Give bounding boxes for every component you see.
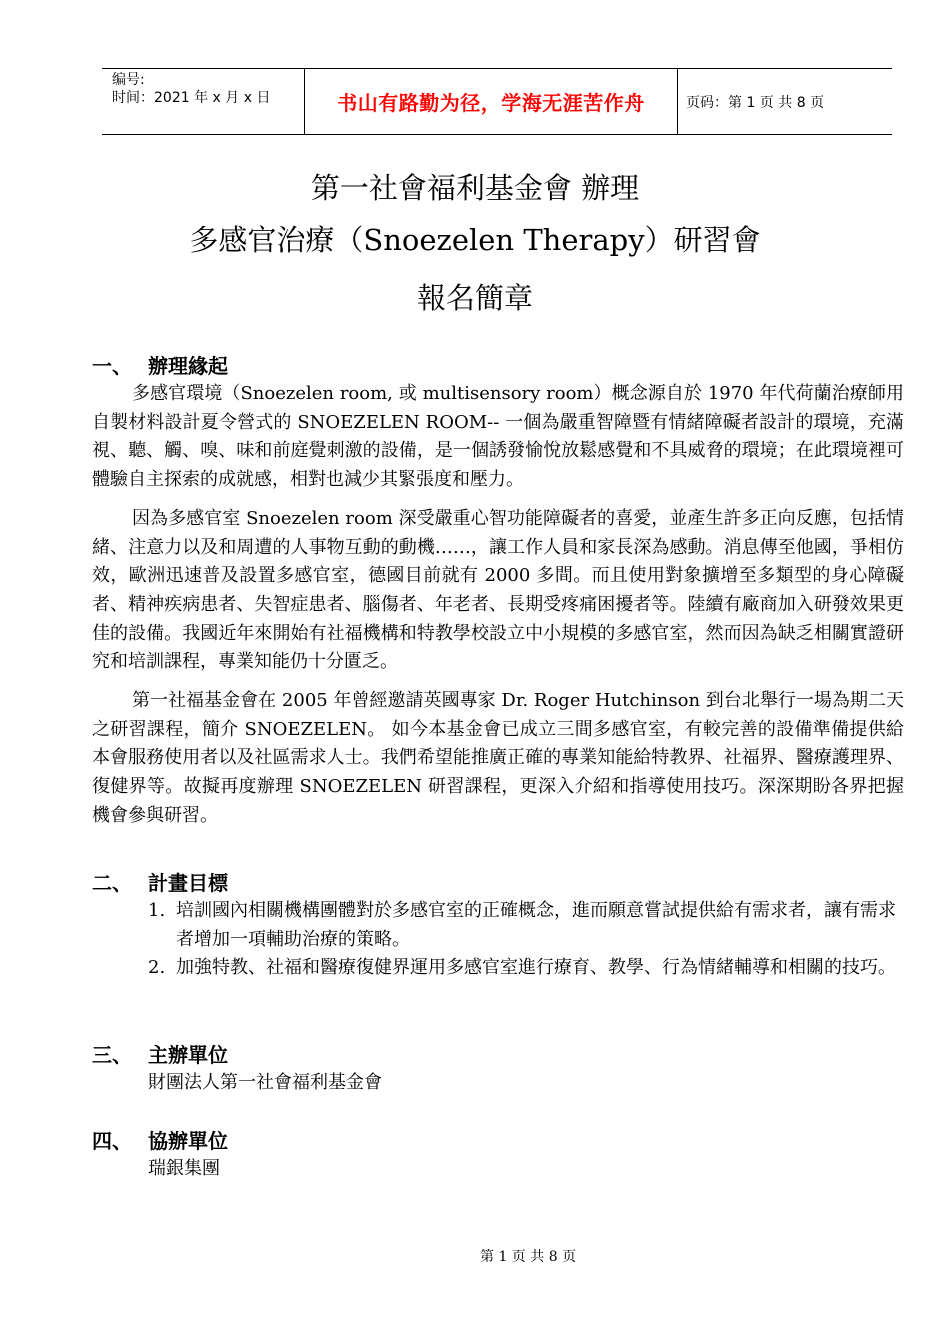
section-3-number: 三、 bbox=[92, 1043, 132, 1067]
number-label: 编号: bbox=[112, 72, 145, 88]
title-line-2: 多感官治療（Snoezelen Therapy）研習會 bbox=[189, 223, 761, 257]
section-2-number: 二、 bbox=[92, 871, 132, 895]
section-4-title: 協辦單位 bbox=[148, 1129, 228, 1153]
time-label: 时间：2021 年 x 月 x 日 bbox=[112, 90, 271, 106]
title-line-3: 報名簡章 bbox=[416, 281, 533, 315]
section-1-paragraph-1: 多感官環境（Snoezelen room, 或 multisensory room）概念源自於 1970 年代荷蘭治療師用自製材料設計夏令營式的 SNOEZELEN ROOM-- 一個為嚴重智障暨有情緒障礙者設計的環境，充滿視、聽、觸、嗅、味和前庭覺刺激的設備，是一個誘發愉悅放鬆感覺和不具威脅的環境；在此環境裡可體驗自主探索的成就感，相對也減少其緊張度和壓力。 bbox=[92, 383, 904, 491]
section-4-number: 四、 bbox=[92, 1129, 132, 1153]
document-header bbox=[102, 68, 892, 135]
section-1-paragraph-2: 因為多感官室 Snoezelen room 深受嚴重心智功能障礙者的喜愛，並產生許多正向反應，包括情緒、注意力以及和周遭的人事物互動的動機……，讓工作人員和家長深為感動。消息傳至他國，爭相仿效，歐洲迅速普及設置多感官室，德國目前就有 2000 多間。而且使用對象擴增至多類型的身心障礙者、精神疾病患者、失智症患者、腦傷者、年老者、長期受疼痛困擾者等。陸續有廠商加入研發效果更佳的設備。我國近年來開始有社福機構和特教學校設立中小規模的多感官室，然而因為缺乏相關實證研究和培訓課程，專業知能仍十分匱乏。 bbox=[92, 507, 904, 673]
title-line-1: 第一社會福利基金會 辦理 bbox=[310, 171, 640, 205]
section-1 bbox=[92, 352, 904, 831]
section-1-paragraph-3: 第一社福基金會在 2005 年曾經邀請英國專家 Dr. Roger Hutchinson 到台北舉行一場為期二天之研習課程，簡介 SNOEZELEN。 如今本基金會已成立三間多感官室，有較完善的設備準備提供給本會服務使用者以及社區需求人士。我們希望能推廣正確的專業知能給特教界、社福界、醫療護理界、復健界等。故擬再度辦理 SNOEZELEN 研習課程，更深入介紹和指導使用技巧。深深期盼各界把握機會參與研習。 bbox=[92, 690, 904, 826]
list-item-text: 加強特教、社福和醫療復健界運用多感官室進行療育、教學、行為情緒輔導和相關的技巧。 bbox=[176, 957, 896, 979]
header-page-code: 页码：第 1 页 共 8 页 bbox=[686, 94, 825, 111]
header-meta bbox=[102, 69, 304, 134]
list-item-text: 培訓國內相關機構團體對於多感官室的正確概念，進而願意嘗試提供給有需求者，讓有需求者增加一項輔助治療的策略。 bbox=[176, 900, 896, 950]
section-4-heading bbox=[92, 1127, 904, 1155]
section-1-number: 一、 bbox=[92, 354, 132, 378]
header-motto: 书山有路勤为径，学海无涯苦作舟 bbox=[304, 69, 678, 134]
section-2-title: 計畫目標 bbox=[148, 871, 228, 895]
list-item-number: 2. bbox=[148, 957, 166, 979]
section-1-heading bbox=[92, 352, 904, 380]
page-footer: 第 1 页 共 8 页 bbox=[480, 1249, 577, 1265]
organizer-name: 財團法人第一社會福利基金會 bbox=[148, 1072, 382, 1093]
section-3-title: 主辦單位 bbox=[148, 1043, 228, 1067]
list-item-number: 1. bbox=[148, 900, 166, 921]
list-item bbox=[92, 954, 904, 983]
section-2-heading bbox=[92, 869, 904, 897]
list-item bbox=[92, 897, 904, 954]
section-2 bbox=[92, 869, 904, 983]
section-4 bbox=[92, 1127, 904, 1184]
section-3-heading bbox=[92, 1041, 904, 1069]
section-1-title: 辦理緣起 bbox=[148, 354, 228, 378]
section-3 bbox=[92, 1041, 904, 1098]
goals-list bbox=[92, 897, 904, 983]
co-organizer-name: 瑞銀集團 bbox=[148, 1158, 220, 1179]
